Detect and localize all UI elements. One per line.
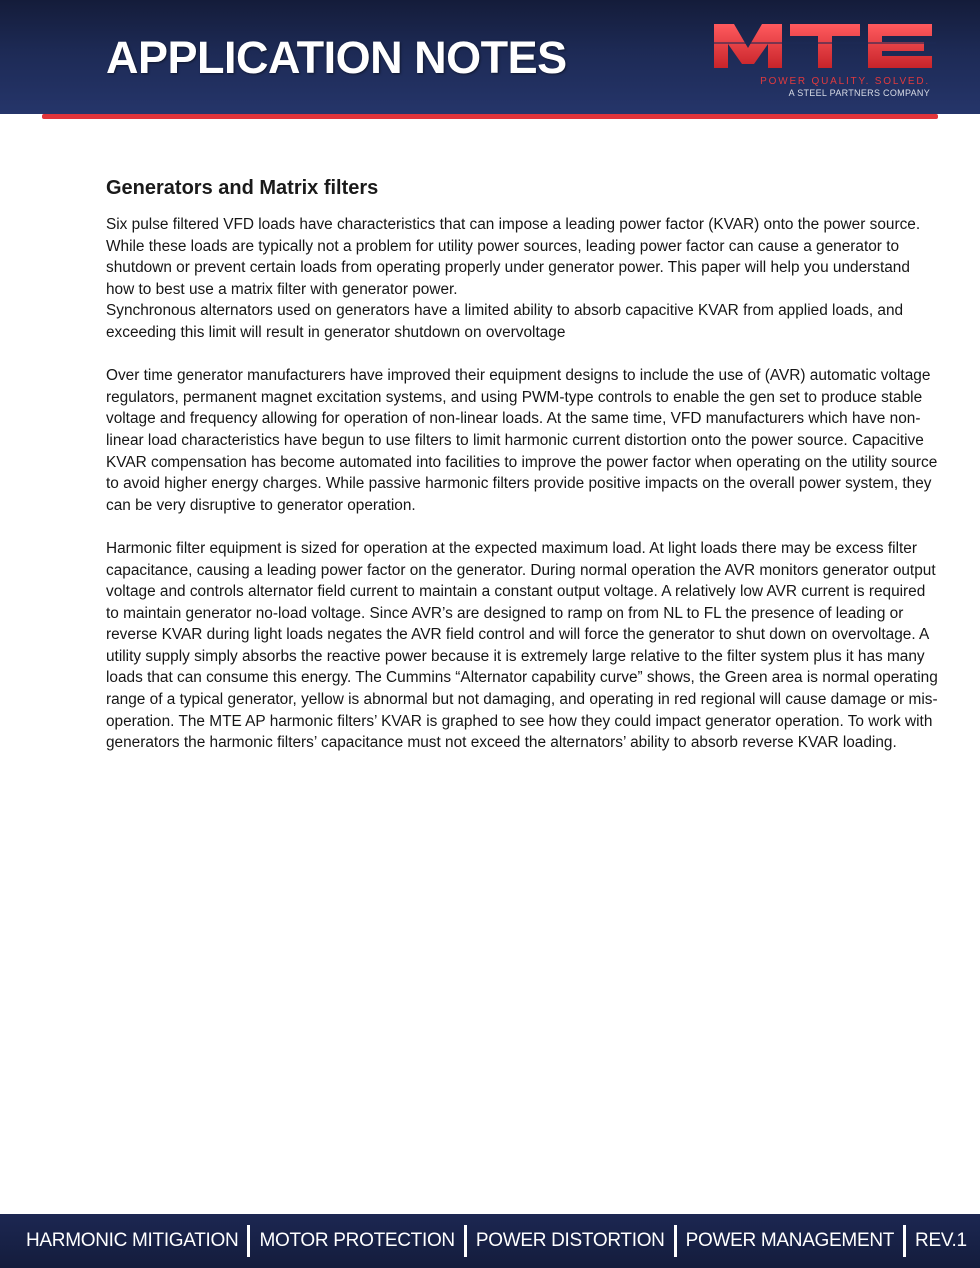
footer-divider bbox=[674, 1225, 677, 1257]
footer-item-power-distortion: POWER DISTORTION bbox=[475, 1230, 665, 1251]
section-heading: Generators and Matrix filters bbox=[106, 177, 379, 199]
footer-divider bbox=[464, 1225, 467, 1257]
page-header bbox=[0, 0, 980, 114]
article-body bbox=[106, 174, 942, 754]
paragraph-history: Over time generator manufacturers have improved their equipment designs to include the use of (AVR) automatic voltage regulators, permanent magnet excitation systems, and using PWM-type controls to enable the gen set to produce stable voltage and frequency allowing for operation of non-linear loads. At the same time, VFD manufacturers which have non-linear load characteristics have begun to use filters to limit harmonic current distortion onto the power source. Capacitive KVAR compensation has become automated into facilities to improve the power factor when operating on the utility source to avoid higher energy charges. While passive harmonic filters provide positive impacts on the overall power system, they can be very disruptive to generator operation. bbox=[106, 367, 938, 514]
footer-item-revision: REV.1 bbox=[915, 1230, 967, 1251]
footer-item-harmonic-mitigation: HARMONIC MITIGATION bbox=[26, 1230, 239, 1251]
footer-divider bbox=[903, 1225, 906, 1257]
page-title: APPLICATION NOTES bbox=[106, 32, 567, 83]
logo-subtitle: A STEEL PARTNERS COMPANY bbox=[788, 88, 930, 98]
paragraph-intro: Six pulse filtered VFD loads have characteristics that can impose a leading power factor (KVAR) onto the power source. While these loads are typically not a problem for utility power sources, leading power factor can cause a generator to shutdown or prevent certain loads from operating properly under generator power. This paper will help you understand how to best use a matrix filter with generator power. Synchronous alternators used on generators have a limited ability to absorb capacitive KVAR from applied loads, and exceeding this limit will result in generator shutdown on overvoltage bbox=[106, 216, 921, 341]
page-footer bbox=[0, 1214, 980, 1268]
paragraph-harmonic-filter: Harmonic filter equipment is sized for operation at the expected maximum load. At light loads there may be excess filter capacitance, causing a leading power factor on the generator. During normal operation the AVR monitors generator output voltage and controls alternator field current to maintain a constant output voltage. A relatively low AVR current is required to maintain generator no-load voltage. Since AVR’s are designed to ramp on from NL to FL the presence of leading or reverse KVAR during light loads negates the AVR field control and will force the generator to shut down on overvoltage. A utility supply simply absorbs the reactive power because it is extremely large relative to the filter system plus it has many loads that can consume this energy. The Cummins “Alternator capability curve” shows, the Green area is normal operating range of a typical generator, yellow is abnormal but not damaging, and operating in red regional will cause damage or mis-operation. The MTE AP harmonic filters’ KVAR is graphed to see how they could impact generator operation. To work with generators the harmonic filters’ capacitance must not exceed the alternators’ ability to absorb reverse KVAR loading. bbox=[106, 539, 938, 752]
footer-item-power-management: POWER MANAGEMENT bbox=[685, 1230, 895, 1251]
mte-logo bbox=[710, 18, 936, 104]
mte-wordmark-logo bbox=[710, 18, 936, 74]
footer-item-motor-protection: MOTOR PROTECTION bbox=[259, 1230, 455, 1251]
footer-divider bbox=[247, 1225, 250, 1257]
logo-tagline: POWER QUALITY. SOLVED. bbox=[760, 76, 930, 87]
header-divider bbox=[42, 114, 938, 119]
